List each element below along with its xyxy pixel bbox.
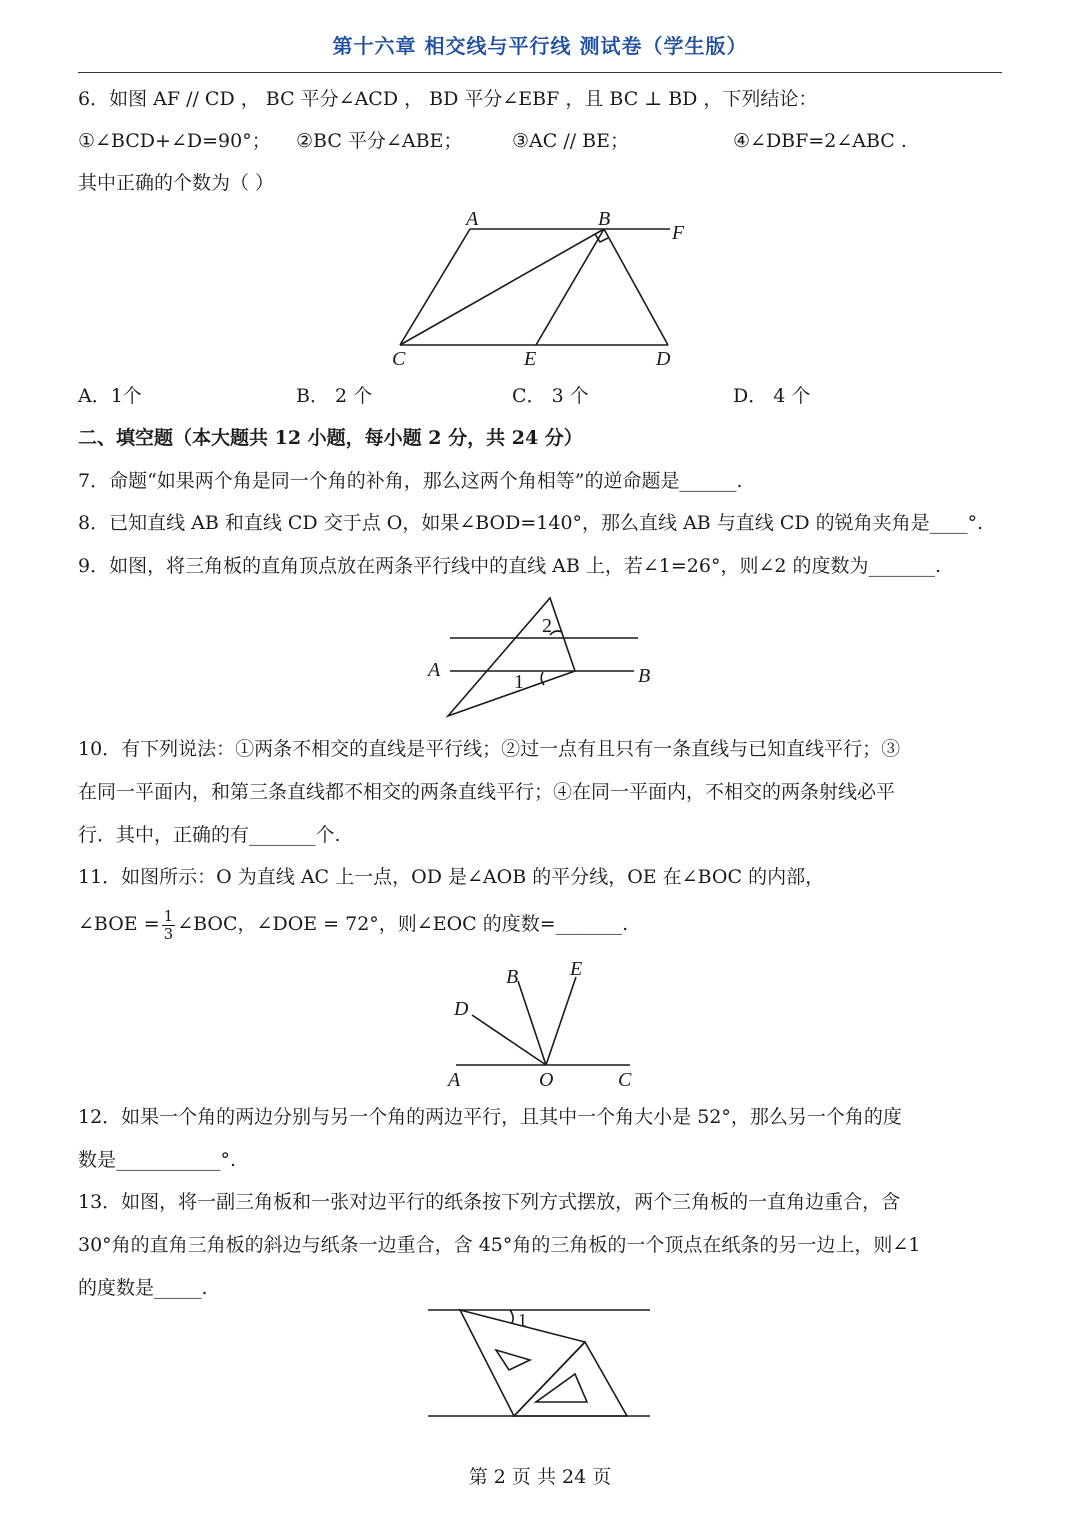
label-f: F xyxy=(672,222,685,244)
q10-line-1: 10．有下列说法：①两条不相交的直线是平行线；②过一点有且只有一条直线与已知直线平行；③ xyxy=(78,738,901,760)
segment-bc xyxy=(400,229,604,345)
ray-oe xyxy=(546,977,576,1065)
q13-line-3: 的度数是_____. xyxy=(78,1277,208,1299)
ray-ob xyxy=(518,981,546,1065)
q11-line-1: 11．如图所示：O 为直线 AC 上一点，OD 是∠AOB 的平分线，OE 在∠BOC 的内部， xyxy=(78,866,825,888)
label-e: E xyxy=(524,348,537,370)
q6-conclusion-2: ②BC 平分∠ABE； xyxy=(296,130,463,152)
label-b: B xyxy=(598,208,611,230)
segment-ac xyxy=(400,229,470,345)
q13-line-1: 13．如图，将一副三角板和一张对边平行的纸条按下列方式摆放，两个三角板的一直角边重合，含 xyxy=(78,1191,901,1213)
q11-line-2-part-b: ∠BOC，∠DOE = 72°，则∠EOC 的度数=_______. xyxy=(177,913,629,935)
triangle-ruler xyxy=(448,598,575,716)
q6-conclusion-4: ④∠DBF=2∠ABC . xyxy=(733,130,907,152)
q6-conclusion-1: ①∠BCD+∠D=90°； xyxy=(78,130,271,152)
label-d: D xyxy=(656,348,671,370)
ray-od xyxy=(472,1015,546,1065)
q6-conclusion-3: ③AC // BE； xyxy=(512,130,630,152)
label-o: O xyxy=(539,1069,554,1091)
label-c: C xyxy=(618,1069,632,1091)
fraction-one-third xyxy=(162,908,176,943)
label-c: C xyxy=(392,348,406,370)
page-footer: 第 2 页 共 24 页 xyxy=(468,1466,612,1488)
q6-figure xyxy=(390,205,700,375)
segment-be xyxy=(536,229,604,345)
q6-option-b: B． 2 个 xyxy=(296,385,373,407)
label-angle-2: 2 xyxy=(542,615,552,637)
label-b: B xyxy=(638,665,651,687)
q13-line-2: 30°角的直角三角板的斜边与纸条一边重合，含 45°角的三角板的一个顶点在纸条的另一边上，则∠1 xyxy=(78,1234,921,1256)
set-square-30-cutout xyxy=(496,1350,530,1370)
q12-line-1: 12．如果一个角的两边分别与另一个角的两边平行，且其中一个角大小是 52°，那么另一个角的度 xyxy=(78,1106,902,1128)
section-2-title: 二、填空题（本大题共 12 小题，每小题 2 分，共 24 分） xyxy=(78,427,583,449)
set-square-45-cutout xyxy=(536,1374,587,1402)
segment-bd xyxy=(604,229,668,345)
set-square-45 xyxy=(514,1342,627,1416)
q10-line-3: 行．其中，正确的有_______个. xyxy=(78,824,341,846)
label-angle-1: 1 xyxy=(518,1310,527,1330)
label-a: A xyxy=(466,208,479,230)
angle-1-arc xyxy=(510,1310,513,1323)
q6-stem: 6．如图 AF // CD ， BC 平分∠ACD ， BD 平分∠EBF ，且 BC ⊥ BD ，下列结论： xyxy=(78,88,818,110)
q8-text: 8．已知直线 AB 和直线 CD 交于点 O，如果∠BOD=140°，那么直线 AB 与直线 CD 的锐角夹角是____°. xyxy=(78,512,984,534)
q6-option-a: A．1个 xyxy=(78,385,142,407)
label-angle-1: 1 xyxy=(514,671,524,693)
fraction-numerator: 1 xyxy=(163,906,174,925)
fraction-denominator: 3 xyxy=(163,924,174,943)
q6-option-c: C． 3 个 xyxy=(512,385,589,407)
q11-line-2-part-a: ∠BOE = xyxy=(78,913,160,935)
q9-text: 9．如图，将三角板的直角顶点放在两条平行线中的直线 AB 上，若∠1=26°，则∠2 的度数为_______. xyxy=(78,555,942,577)
q13-figure xyxy=(420,1298,660,1428)
label-e: E xyxy=(570,958,583,980)
label-a: A xyxy=(448,1069,461,1091)
label-b: B xyxy=(506,966,519,988)
label-a: A xyxy=(428,659,441,681)
label-d: D xyxy=(454,998,469,1020)
q11-line-2 xyxy=(78,904,628,944)
q12-line-2: 数是___________°. xyxy=(78,1149,237,1171)
q6-option-d: D． 4 个 xyxy=(733,385,811,407)
q6-question: 其中正确的个数为（ ） xyxy=(78,172,275,194)
page-header-title: 第十六章 相交线与平行线 测试卷（学生版） xyxy=(332,34,748,58)
q10-line-2: 在同一平面内，和第三条直线都不相交的两条直线平行；④在同一平面内，不相交的两条射线必平 xyxy=(78,781,896,803)
q7-text: 7．命题“如果两个角是同一个角的补角，那么这两个角相等”的逆命题是______. xyxy=(78,470,743,492)
header-divider xyxy=(78,72,1002,73)
q11-figure xyxy=(440,955,640,1090)
q9-figure xyxy=(420,592,670,722)
